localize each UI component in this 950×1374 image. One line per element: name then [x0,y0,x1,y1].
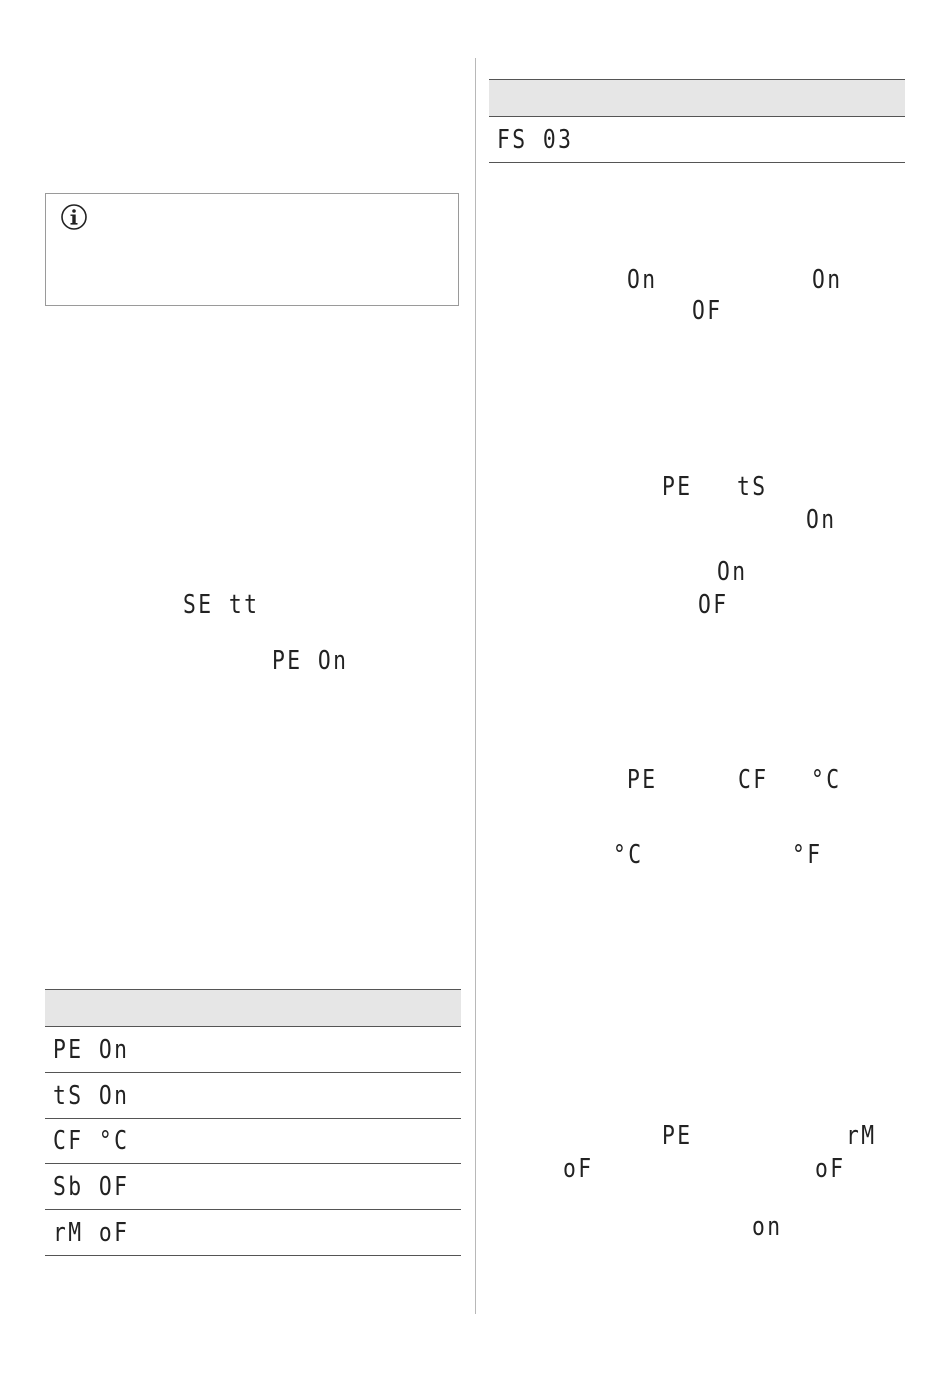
table-cell-code: rM oF [53,1217,130,1248]
display-code-on: On [806,505,837,535]
display-code-on: On [812,265,843,295]
display-code-of: oF [815,1154,846,1184]
display-code-cf: CF [738,765,769,795]
display-code-pe-on: PE On [272,646,349,676]
display-code-of: OF [692,296,723,326]
display-code-set: SE tt [183,590,260,620]
table-row [489,117,905,163]
settings-table [45,989,461,1256]
table-row [45,1119,461,1164]
table-cell-code: FS 03 [497,124,574,155]
settings-table-header [45,989,461,1027]
display-code-fahrenheit: °F [792,840,823,870]
table-cell-code: tS On [53,1080,130,1111]
display-code-on: On [627,265,658,295]
display-code-pe: PE [662,1121,693,1151]
table-cell-code: Sb OF [53,1171,130,1202]
display-code-rm: rM [846,1121,877,1151]
fan-speed-table [489,79,905,163]
display-code-pe: PE [662,472,693,502]
display-code-of: oF [563,1154,594,1184]
column-divider [475,58,476,1314]
table-row [45,1164,461,1210]
table-row [45,1073,461,1119]
info-icon [60,203,88,231]
display-code-pe: PE [627,765,658,795]
display-code-on: on [752,1212,783,1242]
display-code-celsius: °C [811,765,842,795]
table-cell-code: PE On [53,1034,130,1065]
display-code-of: OF [698,590,729,620]
info-note-box [45,193,459,306]
display-code-ts: tS [737,472,768,502]
table-cell-code: CF °C [53,1126,130,1156]
table-row [45,1210,461,1256]
fan-speed-table-header [489,79,905,117]
table-row [45,1027,461,1073]
display-code-on: On [717,557,748,587]
display-code-celsius: °C [613,840,644,870]
